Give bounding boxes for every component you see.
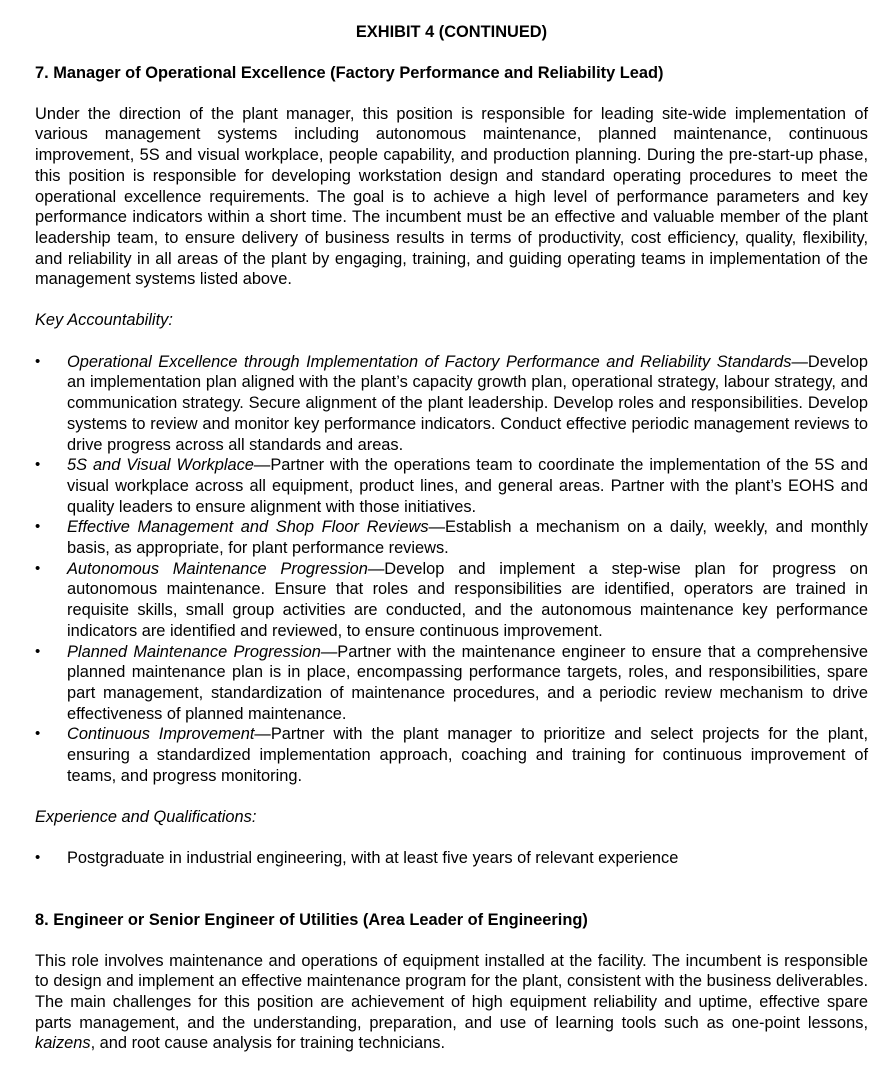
section-8-heading: 8. Engineer or Senior Engineer of Utilities (Area Leader of Engineering) (35, 910, 588, 929)
accountability-list (35, 352, 868, 787)
section-7-intro: Under the direction of the plant manager, this position is responsible for leading site-wide implementation of various management systems including autonomous maintenance, planned maintenance, continuous improvement, 5S and visual workplace, people capability, and production planning. During the pre-start-up phase, this position is responsible for developing workstation design and standard operating procedures to meet the operational excellence requirements. The goal is to achieve a high level of performance parameters and key performance indicators within a short time. The incumbent must be an effective and valuable member of the plant leadership team, to ensure delivery of business results in terms of productivity, cost efficiency, quality, flexibility, and reliability in all areas of the plant by engaging, training, and guiding operating teams in implementation of the management systems listed above. (35, 104, 868, 289)
list-item (35, 642, 868, 725)
document-page (35, 22, 868, 1054)
list-item (35, 724, 868, 786)
accountability-text: —Establish a mechanism on a daily, weekly, and monthly basis, as appropriate, for plant performance reviews. (67, 518, 868, 558)
bullet-icon: • (35, 456, 41, 474)
qualification-text: Postgraduate in industrial engineering, with at least five years of relevant experience (67, 849, 679, 868)
section-8-intro-text: This role involves maintenance and operations of equipment installed at the facility. The incumbent is responsible to design and implement an effective maintenance program for the plant, consistent with the business deliverables. The main challenges for this position are achievement of high equipment reliability and uptime, effective spare parts management, and the understanding, preparation, and use of learning tools such as one-point lessons, (35, 951, 868, 1032)
section-8-intro-end: , and root cause analysis for training technicians. (90, 1034, 445, 1053)
list-item (35, 517, 868, 558)
accountability-title: Planned Maintenance Progression (67, 642, 321, 661)
accountability-title: Continuous Improvement (67, 725, 255, 744)
experience-label: Experience and Qualifications: (35, 807, 257, 826)
accountability-title: 5S and Visual Workplace (67, 456, 254, 475)
kaizens-term: kaizens (35, 1034, 91, 1053)
accountability-text: —Partner with the operations team to coordinate the implementation of the 5S and visual workplace across all equipment, product lines, and general areas. Partner with the plant’s EOHS and quality leaders to ensure alignment with those initiatives. (67, 456, 868, 516)
bullet-icon: • (35, 642, 41, 660)
bullet-icon: • (35, 518, 41, 536)
accountability-title: Operational Excellence through Implementation of Factory Performance and Reliability Standards (67, 352, 792, 371)
bullet-icon: • (35, 559, 41, 577)
accountability-title: Autonomous Maintenance Progression (67, 559, 368, 578)
section-7-heading: 7. Manager of Operational Excellence (Factory Performance and Reliability Lead) (35, 64, 664, 82)
accountability-title: Effective Management and Shop Floor Reviews (67, 518, 429, 537)
accountability-text: —Develop an implementation plan aligned with the plant’s capacity growth plan, operational strategy, labour strategy, and communication strategy. Secure alignment of the plant leadership. Develop roles and responsibilities. Develop systems to review and monitor key performance indicators. Conduct effective periodic management reviews to drive progress across all standards and areas. (67, 352, 868, 454)
key-accountability-label: Key Accountability: (35, 311, 173, 330)
list-item (35, 559, 868, 642)
qualification-list (35, 848, 868, 869)
bullet-icon: • (35, 725, 41, 743)
bullet-icon: • (35, 352, 41, 370)
list-item (35, 352, 868, 456)
list-item (35, 848, 868, 869)
bullet-icon: • (35, 849, 41, 867)
accountability-text: —Develop and implement a step-wise plan for progress on autonomous maintenance. Ensure that roles and responsibilities are identified, operators are trained in requisite skills, small group activities are conducted, and the autonomous maintenance key performance indicators are identified and reviewed, to ensure continuous improvement. (67, 559, 869, 640)
exhibit-title: EXHIBIT 4 (CONTINUED) (355, 23, 548, 41)
list-item (35, 455, 868, 517)
section-8-intro (35, 951, 868, 1055)
accountability-text: —Partner with the plant manager to prioritize and select projects for the plant, ensuring a standardized implementation approach, coaching and training for continuous improvement of teams, and progress monitoring. (67, 725, 869, 785)
accountability-text: —Partner with the maintenance engineer to ensure that a comprehensive planned maintenance plan is in place, encompassing performance targets, roles, and responsibilities, spare part management, standardization of maintenance procedures, and a periodic review mechanism to drive effectiveness of planned maintenance. (67, 642, 868, 723)
